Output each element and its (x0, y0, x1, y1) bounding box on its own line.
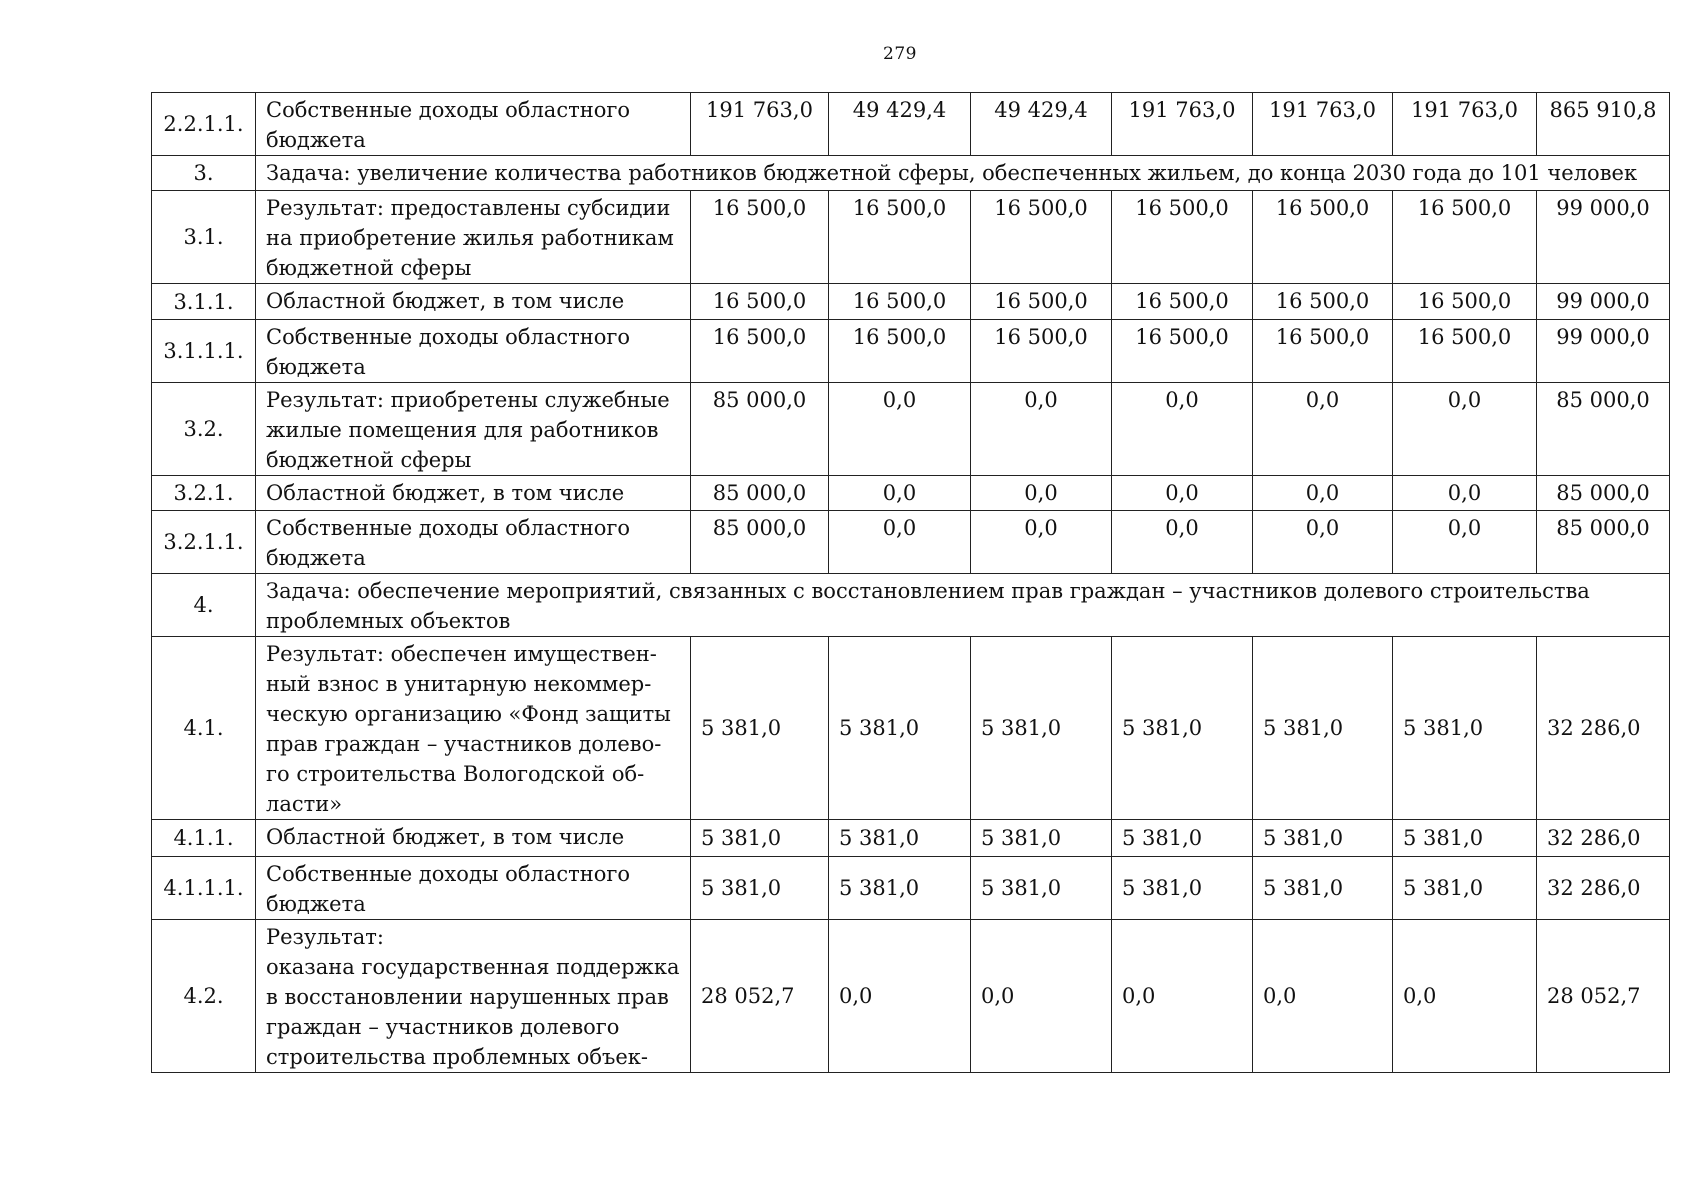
row-code: 4.1. (152, 637, 256, 820)
row-name: Собственные доходы областного бюджета (256, 93, 691, 156)
value-cell: 5 381,0 (971, 637, 1112, 820)
row-name: Собственные доходы областного бюджета (256, 511, 691, 574)
value-cell: 0,0 (1112, 920, 1253, 1073)
table-row (152, 320, 1670, 383)
task-description: Задача: обеспечение мероприятий, связанных с восстановлением прав граждан – участников долевого строительства проблемных объектов (256, 574, 1670, 637)
table-row (152, 820, 1670, 857)
value-cell: 5 381,0 (971, 857, 1112, 920)
value-cell: 5 381,0 (971, 820, 1112, 857)
value-cell: 5 381,0 (1112, 637, 1253, 820)
value-cell: 16 500,0 (1253, 320, 1393, 383)
value-cell: 5 381,0 (691, 820, 829, 857)
row-name: Результат: предоставлены субсидии на приобретение жилья работникам бюджетной сферы (256, 191, 691, 284)
row-code: 4.1.1.1. (152, 857, 256, 920)
value-cell: 16 500,0 (971, 284, 1112, 320)
row-code: 3. (152, 156, 256, 191)
task-description: Задача: увеличение количества работников бюджетной сферы, обеспеченных жильем, до конца 2030 года до 101 человек (256, 156, 1670, 191)
value-cell: 49 429,4 (829, 93, 971, 156)
value-cell: 16 500,0 (829, 284, 971, 320)
value-cell: 0,0 (971, 476, 1112, 511)
value-cell: 16 500,0 (829, 320, 971, 383)
row-name: Собственные доходы областного бюджета (256, 857, 691, 920)
row-code: 4.2. (152, 920, 256, 1073)
value-cell: 16 500,0 (1393, 320, 1537, 383)
value-cell: 0,0 (1393, 383, 1537, 476)
row-name: Результат: обеспечен имуществен- ный взнос в унитарную некоммер- ческую организацию «Фонд защиты прав граждан – участников долево- го строительства Вологодской об- ласти» (256, 637, 691, 820)
value-cell: 0,0 (829, 511, 971, 574)
value-cell: 0,0 (1112, 511, 1253, 574)
value-cell: 99 000,0 (1537, 320, 1670, 383)
value-cell: 5 381,0 (1393, 820, 1537, 857)
table-row (152, 920, 1670, 1073)
value-cell: 0,0 (829, 476, 971, 511)
value-cell: 85 000,0 (691, 383, 829, 476)
row-name: Результат: приобретены служебные жилые помещения для работников бюджетной сферы (256, 383, 691, 476)
value-cell: 0,0 (1393, 511, 1537, 574)
row-code: 3.2.1. (152, 476, 256, 511)
value-cell: 5 381,0 (1253, 820, 1393, 857)
row-name: Областной бюджет, в том числе (256, 820, 691, 857)
value-cell: 16 500,0 (1393, 284, 1537, 320)
value-cell: 0,0 (1253, 476, 1393, 511)
value-cell: 16 500,0 (829, 191, 971, 284)
task-row (152, 156, 1670, 191)
value-cell: 85 000,0 (1537, 383, 1670, 476)
value-cell: 5 381,0 (829, 857, 971, 920)
row-name: Областной бюджет, в том числе (256, 284, 691, 320)
table-row (152, 93, 1670, 156)
value-cell: 85 000,0 (691, 511, 829, 574)
value-cell: 99 000,0 (1537, 191, 1670, 284)
value-cell: 5 381,0 (691, 637, 829, 820)
value-cell: 32 286,0 (1537, 820, 1670, 857)
table-row (152, 476, 1670, 511)
table-row (152, 637, 1670, 820)
value-cell: 5 381,0 (1393, 637, 1537, 820)
value-cell: 32 286,0 (1537, 857, 1670, 920)
value-cell: 0,0 (1112, 383, 1253, 476)
value-cell: 191 763,0 (1253, 93, 1393, 156)
value-cell: 191 763,0 (1393, 93, 1537, 156)
value-cell: 0,0 (1393, 476, 1537, 511)
value-cell: 0,0 (1253, 383, 1393, 476)
task-row (152, 574, 1670, 637)
row-name: Собственные доходы областного бюджета (256, 320, 691, 383)
value-cell: 16 500,0 (1393, 191, 1537, 284)
row-code: 3.1. (152, 191, 256, 284)
value-cell: 0,0 (971, 383, 1112, 476)
row-code: 3.1.1. (152, 284, 256, 320)
value-cell: 85 000,0 (691, 476, 829, 511)
value-cell: 0,0 (1393, 920, 1537, 1073)
value-cell: 85 000,0 (1537, 511, 1670, 574)
page-number: 279 (883, 44, 917, 64)
value-cell: 0,0 (971, 511, 1112, 574)
value-cell: 16 500,0 (971, 320, 1112, 383)
table-row (152, 383, 1670, 476)
value-cell: 28 052,7 (1537, 920, 1670, 1073)
row-code: 4. (152, 574, 256, 637)
value-cell: 5 381,0 (1112, 857, 1253, 920)
value-cell: 0,0 (829, 920, 971, 1073)
value-cell: 16 500,0 (1112, 320, 1253, 383)
value-cell: 0,0 (829, 383, 971, 476)
value-cell: 16 500,0 (1253, 284, 1393, 320)
table-row (152, 511, 1670, 574)
value-cell: 0,0 (1253, 920, 1393, 1073)
value-cell: 5 381,0 (1253, 857, 1393, 920)
value-cell: 5 381,0 (829, 820, 971, 857)
value-cell: 0,0 (971, 920, 1112, 1073)
value-cell: 28 052,7 (691, 920, 829, 1073)
value-cell: 99 000,0 (1537, 284, 1670, 320)
row-code: 3.2. (152, 383, 256, 476)
row-name: Результат: оказана государственная поддержка в восстановлении нарушенных прав граждан – участников долевого строительства проблемных объек- (256, 920, 691, 1073)
budget-table (151, 92, 1670, 1073)
value-cell: 85 000,0 (1537, 476, 1670, 511)
value-cell: 191 763,0 (1112, 93, 1253, 156)
value-cell: 16 500,0 (691, 191, 829, 284)
value-cell: 5 381,0 (691, 857, 829, 920)
table-row (152, 191, 1670, 284)
value-cell: 16 500,0 (1112, 191, 1253, 284)
row-code: 4.1.1. (152, 820, 256, 857)
value-cell: 16 500,0 (1253, 191, 1393, 284)
value-cell: 865 910,8 (1537, 93, 1670, 156)
value-cell: 0,0 (1112, 476, 1253, 511)
value-cell: 5 381,0 (1393, 857, 1537, 920)
value-cell: 16 500,0 (691, 320, 829, 383)
row-code: 3.1.1.1. (152, 320, 256, 383)
table-body (152, 93, 1670, 1073)
table-row (152, 857, 1670, 920)
value-cell: 0,0 (1253, 511, 1393, 574)
value-cell: 5 381,0 (1112, 820, 1253, 857)
value-cell: 32 286,0 (1537, 637, 1670, 820)
row-code: 3.2.1.1. (152, 511, 256, 574)
value-cell: 16 500,0 (691, 284, 829, 320)
row-code: 2.2.1.1. (152, 93, 256, 156)
value-cell: 49 429,4 (971, 93, 1112, 156)
value-cell: 5 381,0 (829, 637, 971, 820)
table-row (152, 284, 1670, 320)
value-cell: 191 763,0 (691, 93, 829, 156)
value-cell: 5 381,0 (1253, 637, 1393, 820)
value-cell: 16 500,0 (971, 191, 1112, 284)
row-name: Областной бюджет, в том числе (256, 476, 691, 511)
value-cell: 16 500,0 (1112, 284, 1253, 320)
